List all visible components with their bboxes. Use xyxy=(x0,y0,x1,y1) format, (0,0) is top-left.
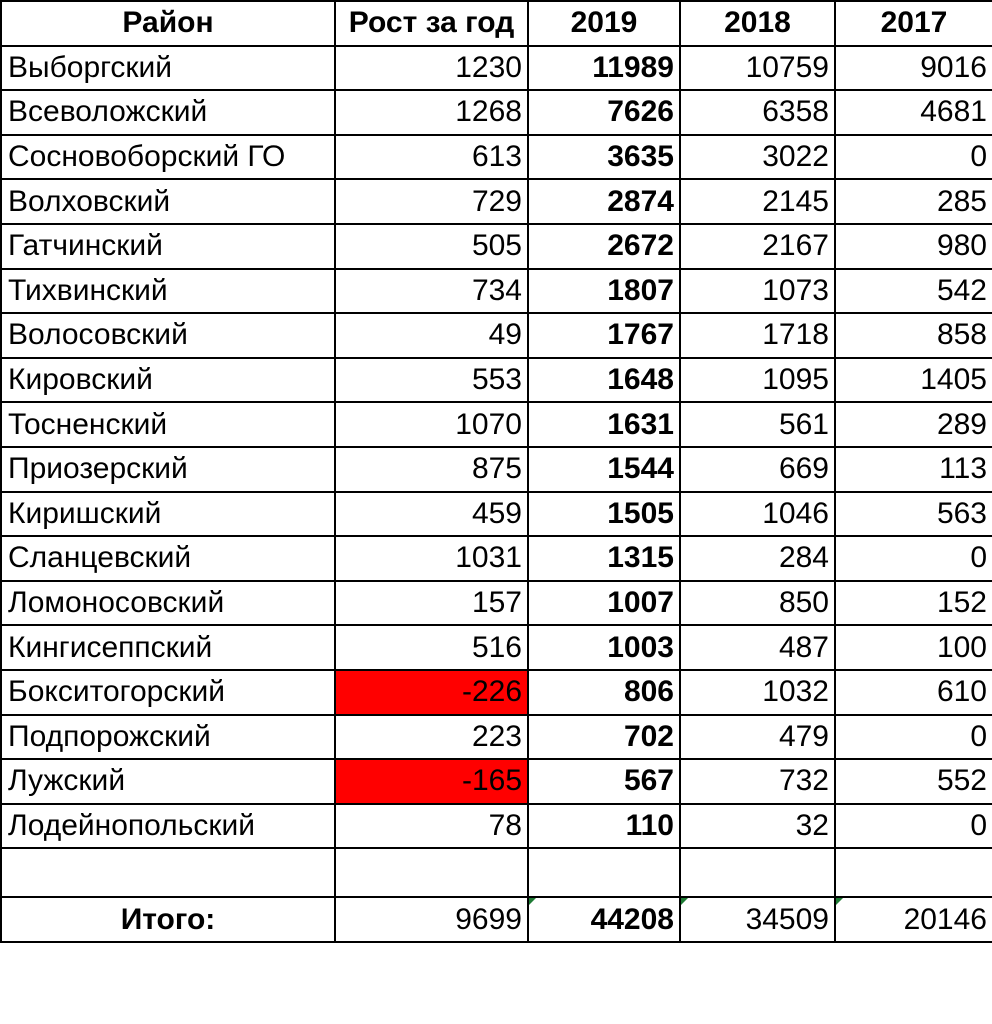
cell-district[interactable]: Сланцевский xyxy=(1,536,335,581)
cell-district[interactable]: Тосненский xyxy=(1,402,335,447)
cell-district[interactable]: Волховский xyxy=(1,179,335,224)
table-row xyxy=(1,492,992,537)
cell-2019[interactable]: 2874 xyxy=(528,179,680,224)
cell-2018[interactable]: 3022 xyxy=(680,135,835,180)
cell-2018[interactable]: 1073 xyxy=(680,269,835,314)
cell-empty[interactable] xyxy=(835,848,992,897)
cell-2019[interactable]: 110 xyxy=(528,804,680,849)
total-growth[interactable] xyxy=(335,897,528,942)
cell-growth[interactable]: 1268 xyxy=(335,90,528,135)
cell-2017[interactable]: 100 xyxy=(835,625,992,670)
cell-2017[interactable]: 552 xyxy=(835,759,992,804)
cell-district[interactable]: Ломоносовский xyxy=(1,581,335,626)
table-row xyxy=(1,536,992,581)
cell-district[interactable]: Гатчинский xyxy=(1,224,335,269)
cell-2018[interactable]: 1032 xyxy=(680,670,835,715)
cell-2019[interactable]: 1648 xyxy=(528,358,680,403)
header-growth[interactable]: Рост за год xyxy=(335,1,528,46)
cell-2018[interactable]: 479 xyxy=(680,715,835,760)
cell-district[interactable]: Сосновоборский ГО xyxy=(1,135,335,180)
cell-growth[interactable]: 78 xyxy=(335,804,528,849)
total-2017[interactable] xyxy=(835,897,992,942)
cell-growth[interactable]: 613 xyxy=(335,135,528,180)
cell-growth[interactable]: 516 xyxy=(335,625,528,670)
cell-district[interactable]: Лужский xyxy=(1,759,335,804)
total-label[interactable]: Итого: xyxy=(1,897,335,942)
cell-2017[interactable]: 289 xyxy=(835,402,992,447)
header-district[interactable]: Район xyxy=(1,1,335,46)
cell-2018[interactable]: 850 xyxy=(680,581,835,626)
table-row xyxy=(1,269,992,314)
cell-district[interactable]: Кингисеппский xyxy=(1,625,335,670)
cell-growth[interactable]: -226 xyxy=(335,670,528,715)
cell-2019[interactable]: 702 xyxy=(528,715,680,760)
table-row xyxy=(1,313,992,358)
formula-marker-icon xyxy=(529,898,536,905)
cell-growth[interactable]: -165 xyxy=(335,759,528,804)
table-row xyxy=(1,715,992,760)
table-row xyxy=(1,804,992,849)
cell-2018[interactable]: 2167 xyxy=(680,224,835,269)
cell-empty[interactable] xyxy=(680,848,835,897)
cell-growth[interactable]: 553 xyxy=(335,358,528,403)
cell-2019[interactable]: 806 xyxy=(528,670,680,715)
total-2018-value: 34509 xyxy=(745,902,829,936)
cell-2017[interactable]: 610 xyxy=(835,670,992,715)
cell-2019[interactable]: 1544 xyxy=(528,447,680,492)
cell-growth[interactable]: 734 xyxy=(335,269,528,314)
total-2019-value: 44208 xyxy=(590,902,674,936)
cell-2018[interactable]: 2145 xyxy=(680,179,835,224)
cell-district[interactable]: Кировский xyxy=(1,358,335,403)
cell-2019[interactable]: 11989 xyxy=(528,46,680,91)
table-row xyxy=(1,224,992,269)
cell-2019[interactable]: 7626 xyxy=(528,90,680,135)
cell-2018[interactable]: 284 xyxy=(680,536,835,581)
cell-district[interactable]: Выборгский xyxy=(1,46,335,91)
cell-2018[interactable]: 487 xyxy=(680,625,835,670)
cell-2018[interactable]: 10759 xyxy=(680,46,835,91)
cell-2018[interactable]: 732 xyxy=(680,759,835,804)
cell-2019[interactable]: 567 xyxy=(528,759,680,804)
cell-empty[interactable] xyxy=(528,848,680,897)
formula-marker-icon xyxy=(836,898,843,905)
cell-district[interactable]: Бокситогорский xyxy=(1,670,335,715)
cell-2019[interactable]: 3635 xyxy=(528,135,680,180)
cell-growth[interactable]: 505 xyxy=(335,224,528,269)
cell-growth[interactable]: 459 xyxy=(335,492,528,537)
cell-2018[interactable]: 1718 xyxy=(680,313,835,358)
cell-2019[interactable]: 1003 xyxy=(528,625,680,670)
cell-2019[interactable]: 1505 xyxy=(528,492,680,537)
cell-2017[interactable]: 0 xyxy=(835,135,992,180)
table-row xyxy=(1,670,992,715)
cell-2017[interactable]: 858 xyxy=(835,313,992,358)
cell-2018[interactable]: 561 xyxy=(680,402,835,447)
total-growth-value: 9699 xyxy=(455,902,522,936)
cell-empty[interactable] xyxy=(1,848,335,897)
cell-growth[interactable]: 875 xyxy=(335,447,528,492)
table-row xyxy=(1,358,992,403)
cell-district[interactable]: Подпорожский xyxy=(1,715,335,760)
cell-2018[interactable]: 669 xyxy=(680,447,835,492)
table-row xyxy=(1,625,992,670)
cell-district[interactable]: Лодейнопольский xyxy=(1,804,335,849)
table-row xyxy=(1,581,992,626)
cell-growth[interactable]: 1031 xyxy=(335,536,528,581)
cell-growth[interactable]: 1070 xyxy=(335,402,528,447)
header-2018[interactable]: 2018 xyxy=(680,1,835,46)
cell-2017[interactable]: 4681 xyxy=(835,90,992,135)
cell-2017[interactable]: 0 xyxy=(835,715,992,760)
cell-growth[interactable]: 157 xyxy=(335,581,528,626)
cell-2018[interactable]: 1095 xyxy=(680,358,835,403)
cell-empty[interactable] xyxy=(335,848,528,897)
cell-2018[interactable]: 1046 xyxy=(680,492,835,537)
header-2017[interactable]: 2017 xyxy=(835,1,992,46)
cell-2019[interactable]: 1315 xyxy=(528,536,680,581)
table-row xyxy=(1,90,992,135)
table-row xyxy=(1,179,992,224)
cell-2017[interactable]: 113 xyxy=(835,447,992,492)
total-2018[interactable] xyxy=(680,897,835,942)
cell-district[interactable]: Волосовский xyxy=(1,313,335,358)
cell-growth[interactable]: 49 xyxy=(335,313,528,358)
cell-2019[interactable]: 2672 xyxy=(528,224,680,269)
table-row xyxy=(1,759,992,804)
cell-2017[interactable]: 542 xyxy=(835,269,992,314)
cell-2017[interactable]: 563 xyxy=(835,492,992,537)
cell-growth[interactable]: 1230 xyxy=(335,46,528,91)
cell-2019[interactable]: 1007 xyxy=(528,581,680,626)
header-row xyxy=(1,1,992,46)
cell-district[interactable]: Приозерский xyxy=(1,447,335,492)
cell-district[interactable]: Киришский xyxy=(1,492,335,537)
cell-district[interactable]: Всеволожский xyxy=(1,90,335,135)
cell-growth[interactable]: 729 xyxy=(335,179,528,224)
cell-2017[interactable]: 9016 xyxy=(835,46,992,91)
cell-2017[interactable]: 980 xyxy=(835,224,992,269)
cell-2017[interactable]: 285 xyxy=(835,179,992,224)
header-2019[interactable]: 2019 xyxy=(528,1,680,46)
table-row xyxy=(1,447,992,492)
total-row xyxy=(1,897,992,942)
table-row xyxy=(1,46,992,91)
cell-district[interactable]: Тихвинский xyxy=(1,269,335,314)
empty-row xyxy=(1,848,992,897)
cell-2017[interactable]: 152 xyxy=(835,581,992,626)
table-row xyxy=(1,402,992,447)
cell-growth[interactable]: 223 xyxy=(335,715,528,760)
total-2019[interactable] xyxy=(528,897,680,942)
cell-2019[interactable]: 1767 xyxy=(528,313,680,358)
cell-2019[interactable]: 1807 xyxy=(528,269,680,314)
cell-2017[interactable]: 0 xyxy=(835,804,992,849)
cell-2018[interactable]: 32 xyxy=(680,804,835,849)
total-2017-value: 20146 xyxy=(903,902,987,936)
table-row xyxy=(1,135,992,180)
cell-2018[interactable]: 6358 xyxy=(680,90,835,135)
cell-2019[interactable]: 1631 xyxy=(528,402,680,447)
formula-marker-icon xyxy=(681,898,688,905)
cell-2017[interactable]: 1405 xyxy=(835,358,992,403)
cell-2017[interactable]: 0 xyxy=(835,536,992,581)
